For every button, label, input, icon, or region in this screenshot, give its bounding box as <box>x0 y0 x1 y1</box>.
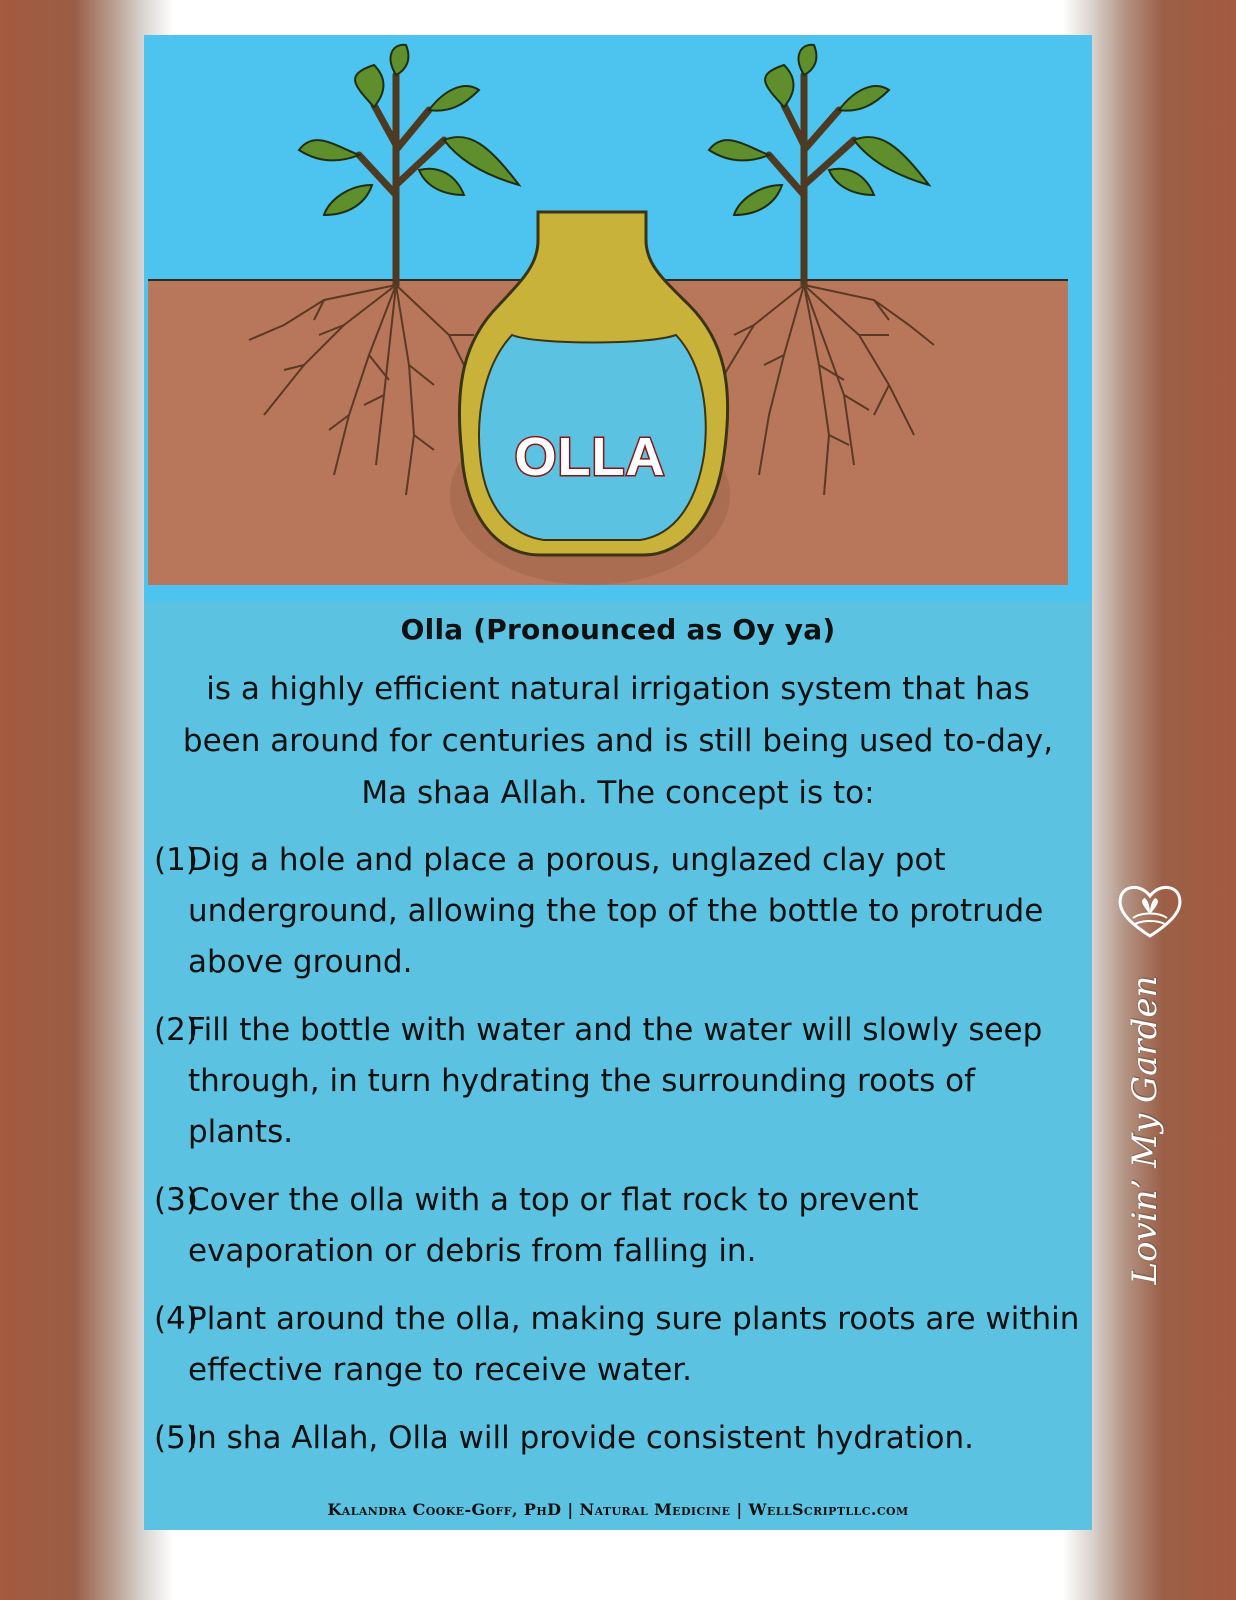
step-number: (3) <box>154 1182 198 1218</box>
heading: Olla (Pronounced as Oy ya) <box>400 613 836 646</box>
step-number: (5) <box>154 1420 198 1456</box>
step-4 <box>154 1294 1084 1396</box>
intro-text: is a highly efficient natural irrigation system that has been around for centuries and is still being used to-day, Ma shaa Allah. The concept is to: <box>182 671 1054 811</box>
step-number: (4) <box>154 1301 198 1337</box>
side-brand <box>1115 880 1185 1285</box>
step-text: In sha Allah, Olla will provide consistent hydration. <box>188 1420 974 1456</box>
content-panel <box>144 35 1092 1530</box>
heart-plant-icon <box>1115 880 1185 940</box>
step-3 <box>154 1175 1084 1277</box>
step-text: Fill the bottle with water and the water will slowly seep through, in turn hydrating the surrounding roots of plants. <box>188 1012 1043 1150</box>
footer-text: Kalandra Cooke-Goff, PhD | Natural Medicine | WellScriptllc.com <box>327 1500 909 1519</box>
step-text: Cover the olla with a top or flat rock to prevent evaporation or debris from falling in. <box>188 1182 919 1269</box>
step-1 <box>154 835 1084 988</box>
step-text: Dig a hole and place a porous, unglazed clay pot underground, allowing the top of the bottle to protrude above ground. <box>188 842 1044 980</box>
brand-text: Lovin’ My Garden <box>1125 975 1165 1285</box>
step-text: Plant around the olla, making sure plants roots are within effective range to receive water. <box>188 1301 1080 1388</box>
olla-illustration <box>144 35 1092 601</box>
pot-label: OLLA <box>514 427 666 487</box>
step-2 <box>154 1005 1084 1158</box>
step-5 <box>154 1413 1084 1464</box>
footer-credit <box>144 1500 1092 1519</box>
step-number: (1) <box>154 842 198 878</box>
step-number: (2) <box>154 1012 198 1048</box>
steps-list <box>154 835 1084 1481</box>
